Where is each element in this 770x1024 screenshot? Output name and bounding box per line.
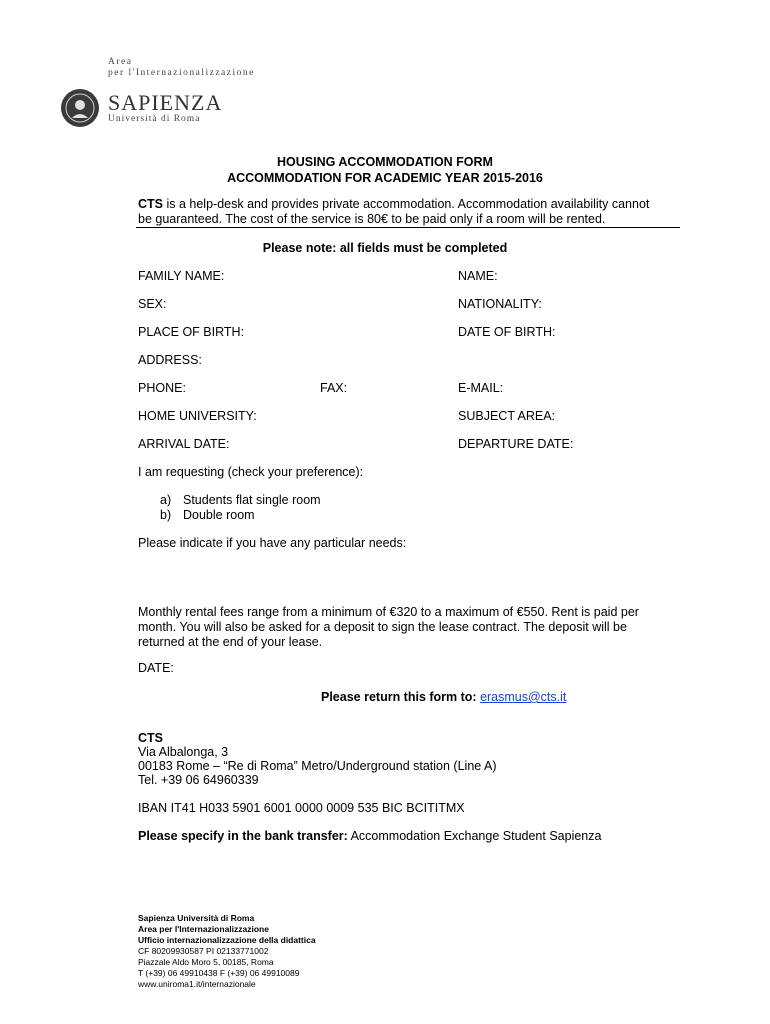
sex-label: SEX: bbox=[138, 297, 167, 311]
sapienza-seal-logo bbox=[60, 88, 100, 128]
fees-paragraph: Monthly rental fees range from a minimum of €320 to a maximum of €550. Rent is paid per month. You will also be asked for a deposit to sign the lease contract. The deposit will be returned at the end of your lease. bbox=[138, 605, 639, 649]
footer-area: Area per l'Internazionalizzazione bbox=[138, 924, 269, 934]
return-email-link[interactable]: erasmus@cts.it bbox=[480, 690, 567, 704]
address-label: ADDRESS: bbox=[138, 353, 202, 367]
nationality-label: NATIONALITY: bbox=[458, 297, 542, 311]
subject-area-label: SUBJECT AREA: bbox=[458, 409, 556, 423]
brand-name: SAPIENZA bbox=[108, 90, 223, 115]
phone-label: PHONE: bbox=[138, 381, 186, 395]
needs-label: Please indicate if you have any particular needs: bbox=[138, 536, 407, 550]
place-of-birth-label: PLACE OF BIRTH: bbox=[138, 325, 245, 339]
option-a-label: Students flat single room bbox=[183, 493, 321, 507]
email-label: E-MAIL: bbox=[458, 381, 504, 395]
form-subtitle: ACCOMMODATION FOR ACADEMIC YEAR 2015-2016 bbox=[227, 171, 543, 185]
bank-transfer-text: Accommodation Exchange Student Sapienza bbox=[347, 829, 602, 843]
date-of-birth-label: DATE OF BIRTH: bbox=[458, 325, 556, 339]
date-label: DATE: bbox=[138, 661, 174, 675]
return-line bbox=[321, 690, 566, 705]
area-sublabel: per l'Internazionalizzazione bbox=[108, 68, 255, 78]
intro-paragraph bbox=[138, 197, 663, 227]
departure-date-label: DEPARTURE DATE: bbox=[458, 437, 574, 451]
intro-bold: CTS bbox=[138, 197, 163, 211]
fax-label: FAX: bbox=[320, 381, 348, 395]
home-university-label: HOME UNIVERSITY: bbox=[138, 409, 257, 423]
footer-university: Sapienza Università di Roma bbox=[138, 913, 255, 923]
option-b-label: Double room bbox=[183, 508, 255, 522]
footer-address: Piazzale Aldo Moro 5, 00185, Roma bbox=[138, 957, 274, 967]
return-label: Please return this form to: bbox=[321, 690, 481, 704]
area-label: Area bbox=[108, 57, 133, 67]
contact-tel: Tel. +39 06 64960339 bbox=[138, 773, 259, 787]
bank-transfer-line bbox=[138, 829, 601, 844]
contact-name: CTS bbox=[138, 731, 163, 745]
bank-transfer-label: Please specify in the bank transfer: bbox=[138, 829, 348, 843]
contact-city: 00183 Rome – “Re di Roma” Metro/Underground station (Line A) bbox=[138, 759, 497, 773]
requesting-label: I am requesting (check your preference): bbox=[138, 465, 364, 479]
footer-website: www.uniroma1.it/internazionale bbox=[138, 979, 256, 989]
option-b-marker: b) bbox=[160, 508, 172, 522]
iban-line: IBAN IT41 H033 5901 6001 0000 0009 535 BIC BCITITMX bbox=[138, 801, 465, 815]
option-a-marker: a) bbox=[160, 493, 172, 507]
family-name-label: FAMILY NAME: bbox=[138, 269, 225, 283]
name-label: NAME: bbox=[458, 269, 498, 283]
arrival-date-label: ARRIVAL DATE: bbox=[138, 437, 230, 451]
contact-street: Via Albalonga, 3 bbox=[138, 745, 229, 759]
required-note: Please note: all fields must be completed bbox=[262, 241, 508, 255]
footer-phone: T (+39) 06 49910438 F (+39) 06 49910089 bbox=[138, 968, 300, 978]
footer-office: Ufficio internazionalizzazione della didattica bbox=[138, 935, 316, 945]
intro-text: is a help-desk and provides private accommodation. Accommodation availability cannot be guaranteed. The cost of the service is 80€ to be paid only if a room will be rented. bbox=[138, 197, 650, 226]
form-title: HOUSING ACCOMMODATION FORM bbox=[277, 155, 493, 169]
brand-subtitle: Università di Roma bbox=[108, 114, 201, 124]
footer-tax-ids: CF 80209930587 PI 02133771002 bbox=[138, 946, 269, 956]
divider bbox=[136, 227, 680, 228]
